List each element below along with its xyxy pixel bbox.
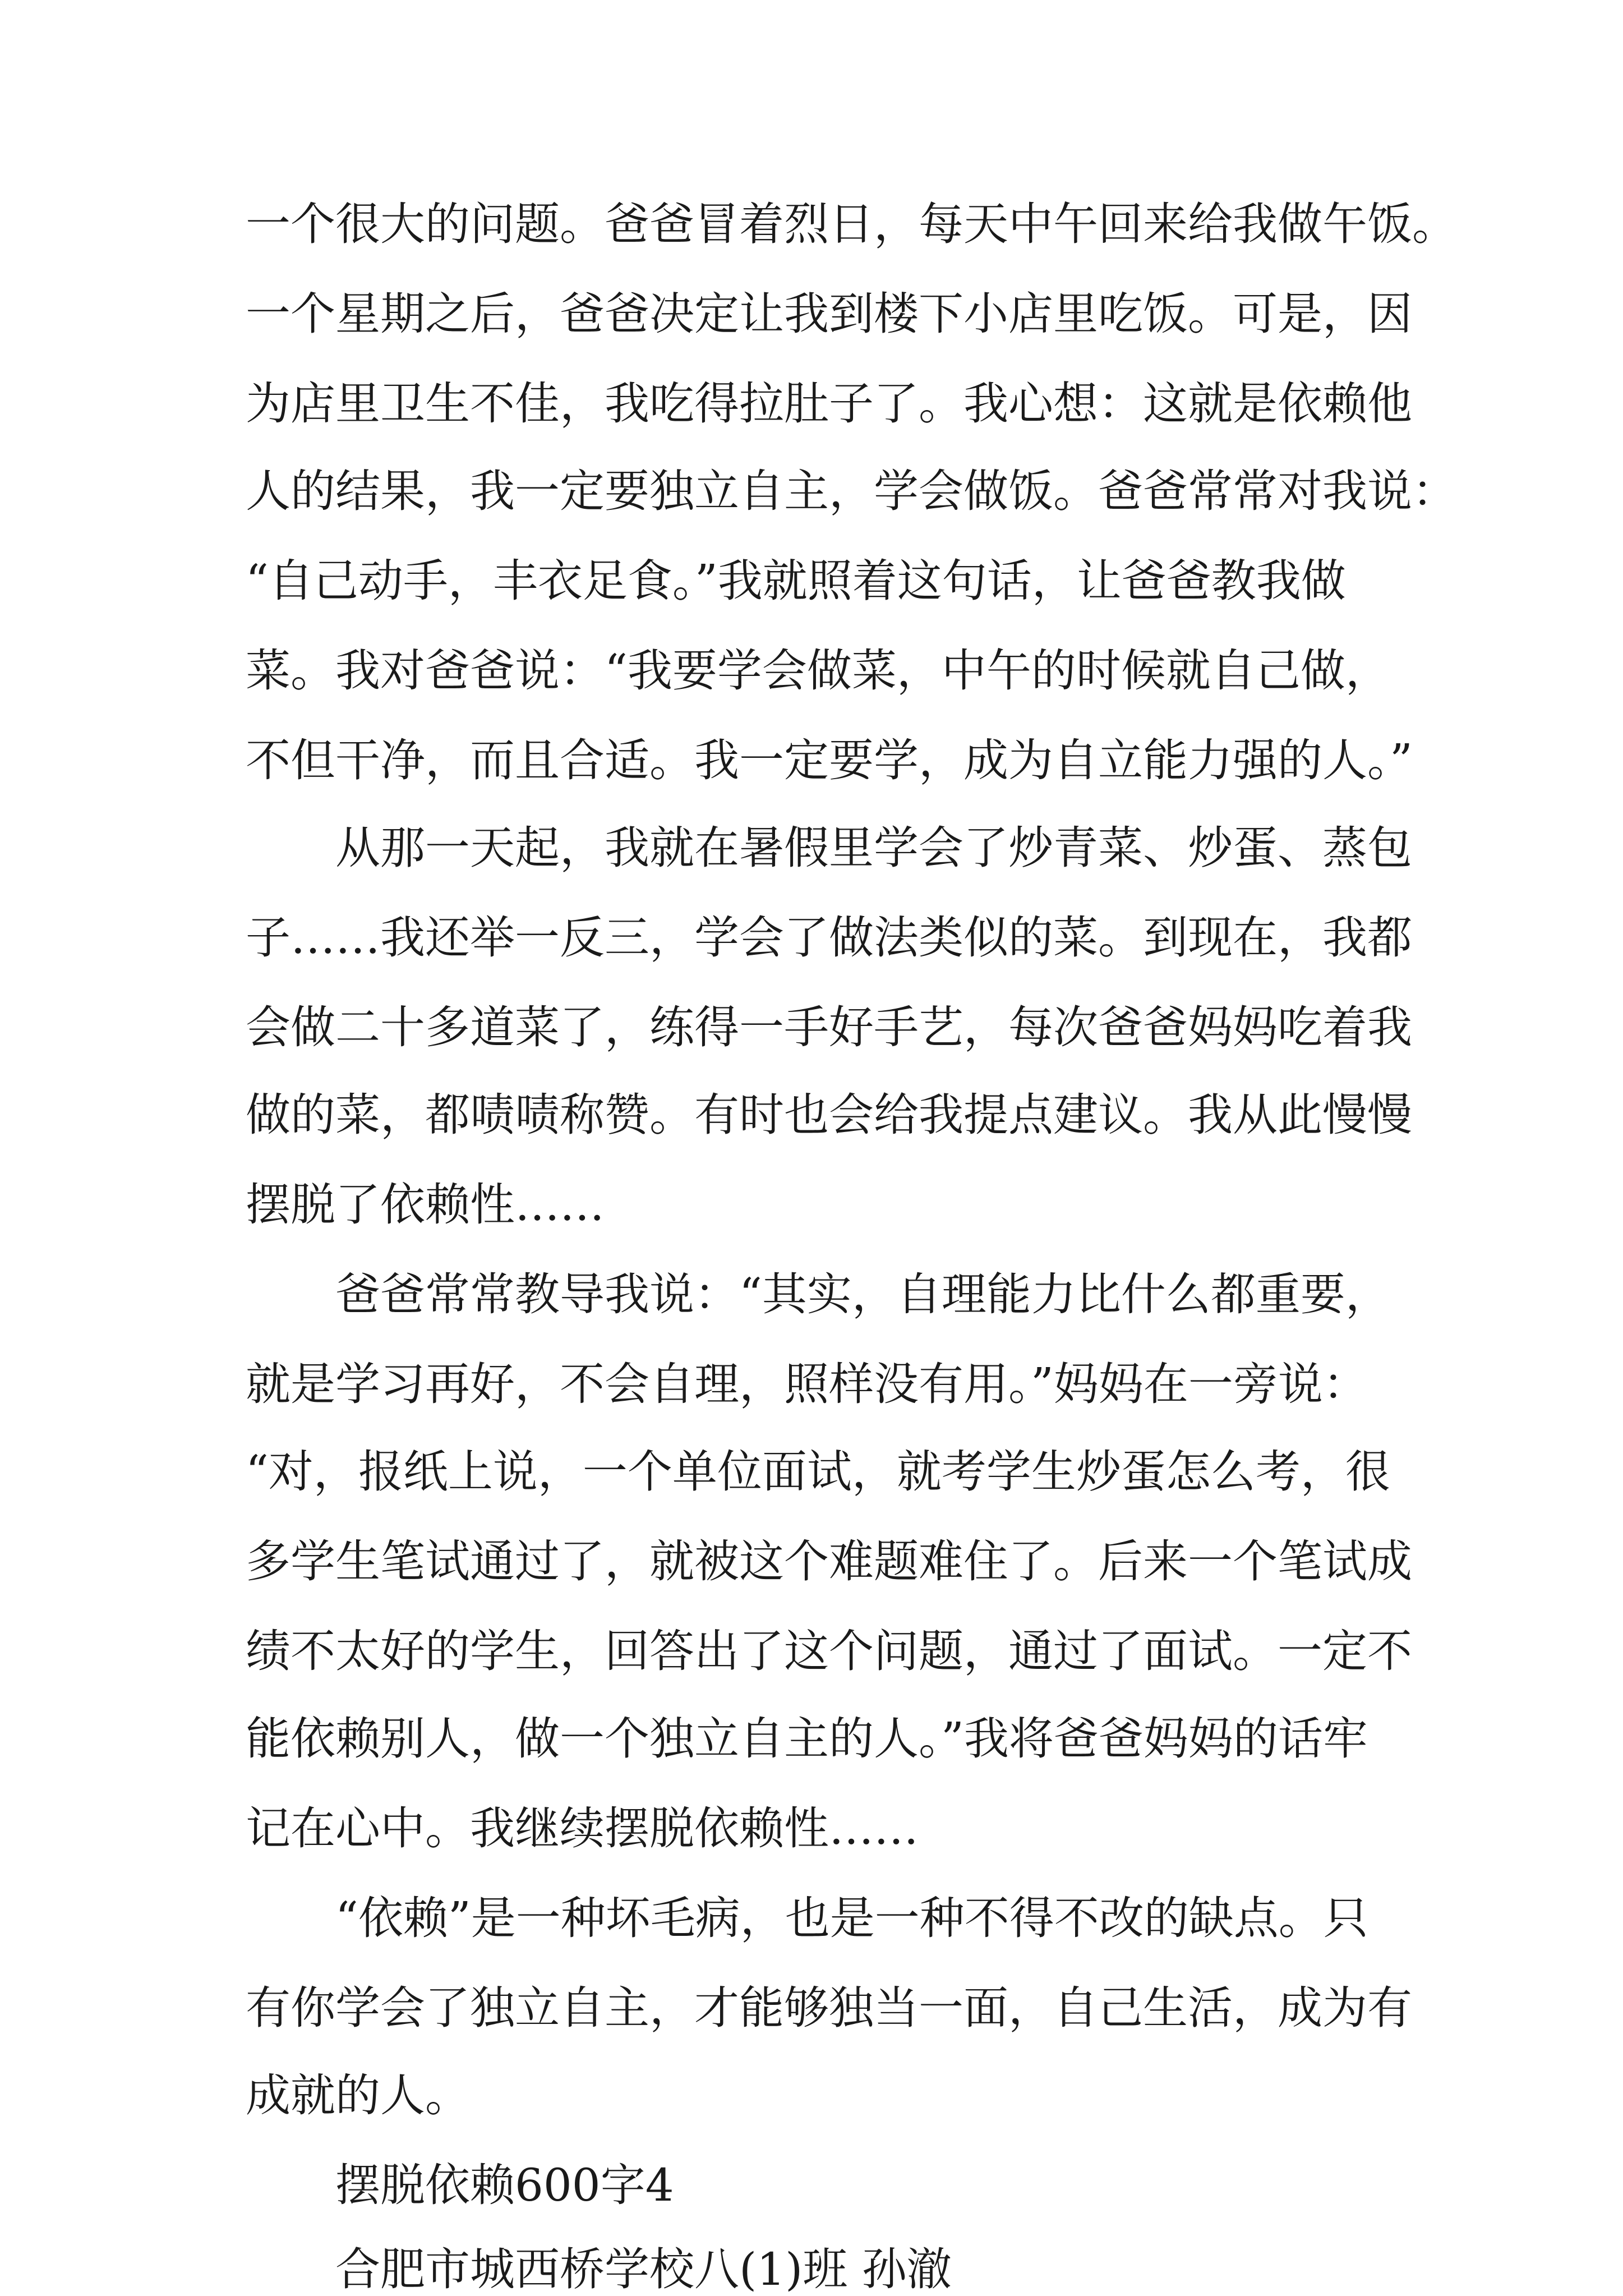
text-line: 一个很大的问题。爸爸冒着烈日，每天中午回来给我做午饭。 <box>246 198 1457 250</box>
paragraph-first-line: 从那一天起，我就在暑假里学会了炒青菜、炒蛋、蒸包 <box>335 822 1412 874</box>
text-line: 记在心中。我继续摆脱依赖性…… <box>246 1802 919 1855</box>
paragraph-first-line: “依赖”是一种坏毛病，也是一种不得不改的缺点。只 <box>335 1892 1368 1944</box>
text-line: “自己动手，丰衣足食。”我就照着这句话，让爸爸教我做 <box>246 555 1346 607</box>
text-line: 菜。我对爸爸说：“我要学会做菜，中午的时候就自己做， <box>246 645 1390 697</box>
text-line: 一个星期之后，爸爸决定让我到楼下小店里吃饭。可是，因 <box>246 288 1412 340</box>
text-line: 为店里卫生不佳，我吃得拉肚子了。我心想：这就是依赖他 <box>246 378 1412 430</box>
text-line: 多学生笔试通过了，就被这个难题难住了。后来一个笔试成 <box>246 1535 1412 1588</box>
text-line: 会做二十多道菜了，练得一手好手艺，每次爸爸妈妈吃着我 <box>246 1001 1412 1053</box>
paragraph-first-line: 爸爸常常教导我说：“其实，自理能力比什么都重要， <box>335 1268 1390 1320</box>
text-line: 摆脱了依赖性…… <box>246 1179 605 1231</box>
text-line: “对，报纸上说，一个单位面试，就考学生炒蛋怎么考，很 <box>246 1446 1390 1498</box>
author-line: 合肥市城西桥学校八(1)班 孙澈 <box>335 2243 952 2295</box>
text-line: 子……我还举一反三，学会了做法类似的菜。到现在，我都 <box>246 912 1412 964</box>
text-line: 绩不太好的学生，回答出了这个问题，通过了面试。一定不 <box>246 1625 1412 1677</box>
text-line: 人的结果，我一定要独立自主，学会做饭。爸爸常常对我说： <box>246 465 1457 517</box>
text-line: 不但干净，而且合适。我一定要学，成为自立能力强的人。” <box>246 734 1413 786</box>
text-line: 就是学习再好，不会自理，照样没有用。”妈妈在一旁说： <box>246 1358 1368 1410</box>
text-line: 成就的人。 <box>246 2069 470 2122</box>
text-line: 有你学会了独立自主，才能够独当一面，自己生活，成为有 <box>246 1982 1412 2034</box>
text-line: 能依赖别人，做一个独立自主的人。”我将爸爸妈妈的话牢 <box>246 1713 1368 1765</box>
text-line: 做的菜，都啧啧称赞。有时也会给我提点建议。我从此慢慢 <box>246 1089 1412 1141</box>
section-title: 摆脱依赖600字4 <box>335 2159 674 2211</box>
